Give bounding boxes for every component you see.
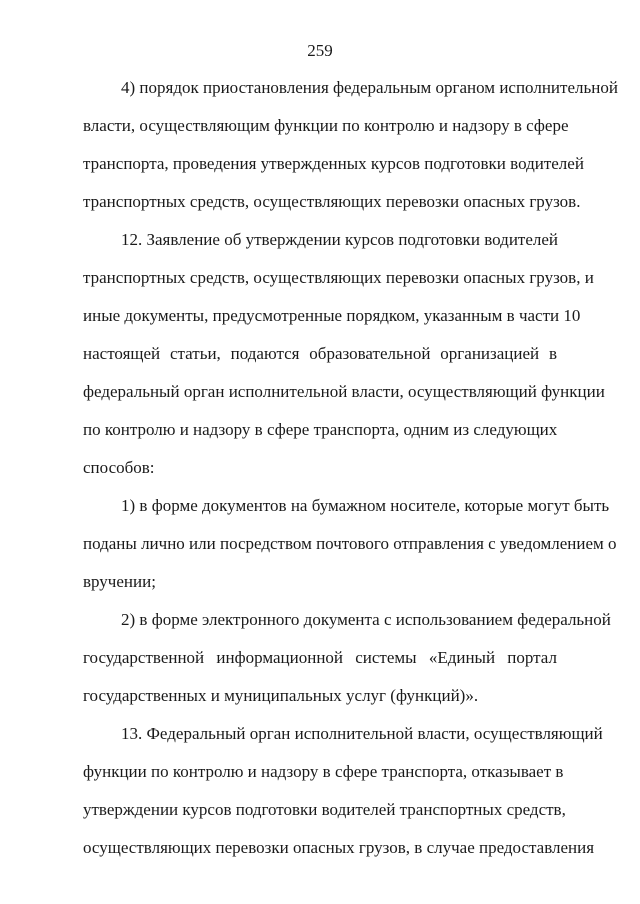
- text-line: транспортных средств, осуществляющих перевозки опасных грузов, и: [83, 268, 594, 287]
- text-line: иные документы, предусмотренные порядком, указанным в части 10: [83, 306, 581, 325]
- text-line: вручении;: [83, 572, 156, 591]
- text-line: транспортных средств, осуществляющих перевозки опасных грузов.: [83, 192, 581, 211]
- paragraph-item-2: [83, 610, 611, 724]
- text-line: транспорта, проведения утвержденных курсов подготовки водителей: [83, 154, 584, 173]
- text-line: 12. Заявление об утверждении курсов подготовки водителей: [121, 230, 559, 249]
- text-line: по контролю и надзору в сфере транспорта, одним из следующих: [83, 420, 558, 439]
- text-line: 2) в форме электронного документа с использованием федеральной: [121, 610, 611, 629]
- text-line: утверждении курсов подготовки водителей транспортных средств,: [83, 800, 566, 819]
- paragraph-part-13: [83, 724, 603, 862]
- text-line: федеральный орган исполнительной власти, осуществляющий функции: [83, 382, 605, 401]
- paragraph-item-1: [83, 496, 617, 610]
- paragraph-item-4: [83, 78, 618, 230]
- page-number: 259: [307, 41, 333, 60]
- text-line: осуществляющих перевозки опасных грузов, в случае предоставления: [83, 838, 595, 857]
- text-line: 4) порядок приостановления федеральным органом исполнительной: [121, 78, 618, 97]
- text-line: государственных и муниципальных услуг (функций)».: [83, 686, 479, 705]
- paragraph-part-12: [83, 230, 605, 496]
- text-line: 1) в форме документов на бумажном носителе, которые могут быть: [121, 496, 610, 515]
- document-body: [83, 78, 618, 862]
- text-line: настоящей статьи, подаются образовательной организацией в: [83, 344, 557, 363]
- text-line: функции по контролю и надзору в сфере транспорта, отказывает в: [83, 762, 564, 781]
- text-line: государственной информационной системы «Единый портал: [83, 648, 557, 667]
- text-line: способов:: [83, 458, 155, 477]
- text-line: власти, осуществляющим функции по контролю и надзору в сфере: [83, 116, 569, 135]
- text-line: поданы лично или посредством почтового отправления с уведомлением о: [83, 534, 617, 553]
- text-line: 13. Федеральный орган исполнительной власти, осуществляющий: [121, 724, 603, 743]
